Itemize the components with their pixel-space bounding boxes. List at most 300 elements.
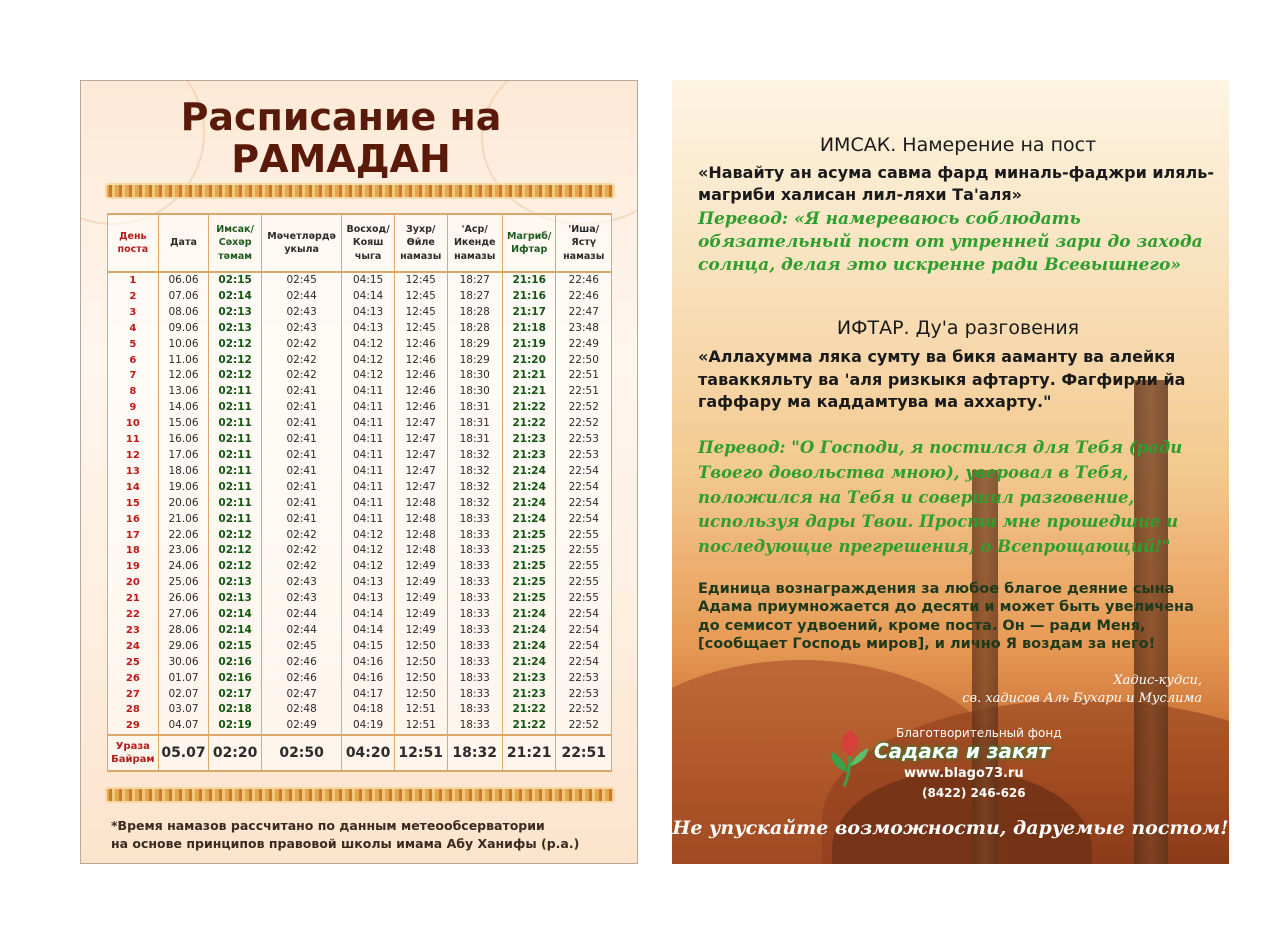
table-cell: 22:53 — [556, 671, 612, 687]
table-cell: 30.06 — [158, 655, 209, 671]
table-cell: 21:24 — [502, 464, 556, 480]
table-cell: 02:43 — [261, 575, 341, 591]
table-cell: 18:33 — [447, 559, 502, 575]
table-cell: 04:13 — [342, 575, 395, 591]
table-cell: 02:17 — [209, 687, 262, 703]
table-cell: 18:31 — [447, 416, 502, 432]
table-cell: 04:11 — [342, 496, 395, 512]
table-cell: 02:41 — [261, 400, 341, 416]
table-cell: 02:18 — [209, 702, 262, 718]
table-cell: 08.06 — [158, 305, 209, 321]
table-cell: 02:11 — [209, 384, 262, 400]
table-cell: 18:32 — [447, 480, 502, 496]
table-cell: 18:31 — [447, 432, 502, 448]
table-cell: 02:41 — [261, 480, 341, 496]
table-cell: 22.06 — [158, 528, 209, 544]
table-cell: 07.06 — [158, 289, 209, 305]
phone-number: (8422) 246-626 — [922, 786, 1026, 800]
table-cell: 04:11 — [342, 480, 395, 496]
day-number-cell: 4 — [108, 321, 159, 337]
table-row — [108, 543, 612, 559]
table-cell: 12:45 — [394, 321, 447, 337]
table-body — [108, 272, 612, 735]
table-cell: 16.06 — [158, 432, 209, 448]
table-cell: 02:41 — [261, 496, 341, 512]
day-number-cell: 8 — [108, 384, 159, 400]
website-link[interactable]: www.blago73.ru — [904, 766, 1024, 781]
table-cell: 22:50 — [556, 353, 612, 369]
table-cell: 22:51 — [556, 384, 612, 400]
day-number-cell: 27 — [108, 687, 159, 703]
table-cell: 20.06 — [158, 496, 209, 512]
table-cell: 22:55 — [556, 528, 612, 544]
table-row — [108, 655, 612, 671]
day-number-cell: 20 — [108, 575, 159, 591]
table-cell: 02:43 — [261, 591, 341, 607]
table-row — [108, 559, 612, 575]
day-number-cell: 22 — [108, 607, 159, 623]
table-cell: 22:55 — [556, 559, 612, 575]
table-row — [108, 480, 612, 496]
table-cell: 12:47 — [394, 464, 447, 480]
ornamental-band-bottom — [105, 787, 615, 803]
day-number-cell: 12 — [108, 448, 159, 464]
table-cell: 21:24 — [502, 639, 556, 655]
table-cell: 02:14 — [209, 623, 262, 639]
table-cell: 12:46 — [394, 353, 447, 369]
table-row — [108, 575, 612, 591]
table-cell: 04:12 — [342, 368, 395, 384]
table-cell: 22:54 — [556, 496, 612, 512]
table-cell: 24.06 — [158, 559, 209, 575]
table-cell: 21:22 — [502, 400, 556, 416]
table-cell: 27.06 — [158, 607, 209, 623]
table-cell: 04:14 — [342, 289, 395, 305]
tulip-logo-icon — [826, 726, 874, 788]
day-number-cell: 28 — [108, 702, 159, 718]
source-line1: Хадис-кудси, — [1113, 673, 1202, 688]
table-cell: 02:14 — [209, 607, 262, 623]
day-number-cell: 7 — [108, 368, 159, 384]
footer-cell: 18:32 — [447, 735, 502, 771]
table-cell: 04:12 — [342, 353, 395, 369]
table-cell: 18:33 — [447, 607, 502, 623]
table-cell: 18:33 — [447, 591, 502, 607]
footnote-line1: *Время намазов рассчитано по данным метеообсерватории — [111, 818, 545, 833]
schedule-title-line2: РАМАДАН — [231, 137, 451, 181]
table-cell: 02:46 — [261, 671, 341, 687]
table-cell: 18:32 — [447, 496, 502, 512]
table-cell: 12:45 — [394, 289, 447, 305]
table-footer-row — [108, 735, 612, 771]
table-cell: 21:18 — [502, 321, 556, 337]
table-cell: 22:53 — [556, 687, 612, 703]
day-number-cell: 16 — [108, 512, 159, 528]
table-cell: 04:14 — [342, 607, 395, 623]
table-cell: 02:42 — [261, 368, 341, 384]
table-cell: 12:51 — [394, 702, 447, 718]
table-cell: 02:41 — [261, 432, 341, 448]
table-cell: 02:12 — [209, 543, 262, 559]
bottom-slogan: Не упускайте возможности, даруемые постом! — [672, 817, 1229, 839]
table-cell: 21:16 — [502, 289, 556, 305]
table-cell: 29.06 — [158, 639, 209, 655]
table-cell: 02:42 — [261, 353, 341, 369]
table-cell: 02:11 — [209, 448, 262, 464]
table-row — [108, 432, 612, 448]
table-cell: 02:43 — [261, 305, 341, 321]
table-cell: 02:42 — [261, 543, 341, 559]
table-row — [108, 321, 612, 337]
table-cell: 04:13 — [342, 321, 395, 337]
table-cell: 25.06 — [158, 575, 209, 591]
table-cell: 21:22 — [502, 718, 556, 735]
table-cell: 02:11 — [209, 400, 262, 416]
table-cell: 21:21 — [502, 368, 556, 384]
table-cell: 12:47 — [394, 480, 447, 496]
table-cell: 02:42 — [261, 337, 341, 353]
table-cell: 18:33 — [447, 655, 502, 671]
table-cell: 12:46 — [394, 384, 447, 400]
table-cell: 18:33 — [447, 687, 502, 703]
table-cell: 15.06 — [158, 416, 209, 432]
table-row — [108, 289, 612, 305]
table-row — [108, 337, 612, 353]
footer-label: Ураза Байрам — [108, 735, 159, 771]
table-cell: 02.07 — [158, 687, 209, 703]
table-cell: 04:16 — [342, 655, 395, 671]
table-cell: 04:12 — [342, 528, 395, 544]
table-cell: 02:13 — [209, 305, 262, 321]
table-cell: 12:50 — [394, 639, 447, 655]
table-cell: 12.06 — [158, 368, 209, 384]
table-cell: 04:11 — [342, 432, 395, 448]
table-cell: 21:21 — [502, 384, 556, 400]
table-cell: 22:47 — [556, 305, 612, 321]
table-cell: 12:47 — [394, 448, 447, 464]
day-number-cell: 13 — [108, 464, 159, 480]
logo-foundation-label: Благотворительный фонд — [896, 726, 1062, 740]
footer-cell: 21:21 — [502, 735, 556, 771]
day-number-cell: 18 — [108, 543, 159, 559]
header-isha: 'Иша/ Ястү намазы — [556, 214, 612, 272]
footer-cell: 04:20 — [342, 735, 395, 771]
table-cell: 12:50 — [394, 671, 447, 687]
table-cell: 12:51 — [394, 718, 447, 735]
day-number-cell: 6 — [108, 353, 159, 369]
schedule-panel — [80, 80, 638, 864]
hadith-source — [698, 672, 1202, 708]
table-cell: 02:44 — [261, 623, 341, 639]
table-cell: 02:43 — [261, 321, 341, 337]
table-cell: 18:33 — [447, 671, 502, 687]
day-number-cell: 5 — [108, 337, 159, 353]
table-cell: 18:30 — [447, 384, 502, 400]
table-cell: 18:31 — [447, 400, 502, 416]
table-row — [108, 591, 612, 607]
table-cell: 02:41 — [261, 512, 341, 528]
table-cell: 10.06 — [158, 337, 209, 353]
day-number-cell: 10 — [108, 416, 159, 432]
table-cell: 12:46 — [394, 337, 447, 353]
table-cell: 22:54 — [556, 623, 612, 639]
table-cell: 02:11 — [209, 496, 262, 512]
table-row — [108, 607, 612, 623]
imsak-translation: Перевод: «Я намереваюсь соблюдать обязательный пост от утренней зари до захода солнца, делая это искренне ради Всевышнего» — [698, 209, 1203, 275]
day-number-cell: 1 — [108, 272, 159, 289]
table-cell: 18:32 — [447, 448, 502, 464]
table-cell: 12:48 — [394, 512, 447, 528]
table-cell: 04:15 — [342, 272, 395, 289]
table-cell: 21:24 — [502, 512, 556, 528]
header-imsak: Имсак/ Сәхәр тәмам — [209, 214, 262, 272]
table-cell: 12:49 — [394, 591, 447, 607]
footer-cell: 22:51 — [556, 735, 612, 771]
table-cell: 18:33 — [447, 512, 502, 528]
table-cell: 23.06 — [158, 543, 209, 559]
table-cell: 02:47 — [261, 687, 341, 703]
table-cell: 22:51 — [556, 368, 612, 384]
table-cell: 04:13 — [342, 591, 395, 607]
table-row — [108, 384, 612, 400]
table-cell: 21:24 — [502, 496, 556, 512]
table-cell: 21:22 — [502, 702, 556, 718]
table-cell: 02:16 — [209, 655, 262, 671]
table-cell: 18:33 — [447, 702, 502, 718]
table-cell: 02:11 — [209, 416, 262, 432]
footer-cell: 02:50 — [261, 735, 341, 771]
table-cell: 11.06 — [158, 353, 209, 369]
table-cell: 18:28 — [447, 321, 502, 337]
header-sunrise: Восход/ Кояш чыга — [342, 214, 395, 272]
table-cell: 04:12 — [342, 559, 395, 575]
table-cell: 04:15 — [342, 639, 395, 655]
table-cell: 17.06 — [158, 448, 209, 464]
table-cell: 22:54 — [556, 480, 612, 496]
schedule-title-line1: Расписание на — [180, 95, 502, 139]
table-cell: 02:16 — [209, 671, 262, 687]
table-cell: 21:23 — [502, 432, 556, 448]
table-cell: 21:22 — [502, 416, 556, 432]
imsak-heading: ИМСАК. Намерение на пост — [819, 134, 1097, 156]
table-cell: 06.06 — [158, 272, 209, 289]
table-cell: 02:45 — [261, 272, 341, 289]
table-cell: 02:15 — [209, 272, 262, 289]
table-cell: 04:18 — [342, 702, 395, 718]
header-asr: 'Аср/ Икенде намазы — [447, 214, 502, 272]
table-row — [108, 448, 612, 464]
table-cell: 23:48 — [556, 321, 612, 337]
table-row — [108, 305, 612, 321]
table-cell: 04:13 — [342, 305, 395, 321]
imsak-intention-text: «Навайту ан асума савма фард миналь-фаджри иляль-магриби халисан лил-ляхи Та'аля» — [698, 163, 1215, 205]
table-cell: 04:11 — [342, 512, 395, 528]
table-cell: 12:46 — [394, 400, 447, 416]
header-day: День поста — [108, 214, 159, 272]
source-line2: св. хадисов Аль Бухари и Муслима — [962, 691, 1202, 707]
table-cell: 18:33 — [447, 575, 502, 591]
table-cell: 02:12 — [209, 353, 262, 369]
table-cell: 02:41 — [261, 464, 341, 480]
day-number-cell: 3 — [108, 305, 159, 321]
table-cell: 12:48 — [394, 528, 447, 544]
table-row — [108, 623, 612, 639]
table-cell: 12:49 — [394, 607, 447, 623]
table-cell: 22:52 — [556, 718, 612, 735]
day-number-cell: 9 — [108, 400, 159, 416]
table-cell: 21.06 — [158, 512, 209, 528]
table-cell: 04:11 — [342, 416, 395, 432]
table-cell: 04:11 — [342, 464, 395, 480]
table-cell: 02:11 — [209, 480, 262, 496]
table-cell: 21:25 — [502, 575, 556, 591]
table-cell: 22:54 — [556, 639, 612, 655]
table-row — [108, 272, 612, 289]
header-date: Дата — [158, 214, 209, 272]
iftar-translation: Перевод: "О Господи, я постился для Тебя (ради Твоего довольства мною), уверовал в Тебя, положился на Тебя и совершил разговение, используя дары Твои. Прости мне прошедшие и последующие прегрешения, о Всепрощающий!" — [698, 438, 1183, 556]
table-cell: 03.07 — [158, 702, 209, 718]
table-cell: 18:33 — [447, 718, 502, 735]
schedule-footnote — [111, 817, 611, 853]
table-cell: 18:33 — [447, 623, 502, 639]
table-cell: 12:47 — [394, 416, 447, 432]
table-cell: 04:17 — [342, 687, 395, 703]
day-number-cell: 15 — [108, 496, 159, 512]
table-row — [108, 496, 612, 512]
table-cell: 02:14 — [209, 289, 262, 305]
table-cell: 21:25 — [502, 559, 556, 575]
table-cell: 19.06 — [158, 480, 209, 496]
table-cell: 22:53 — [556, 448, 612, 464]
table-row — [108, 512, 612, 528]
table-cell: 04:11 — [342, 448, 395, 464]
table-cell: 22:49 — [556, 337, 612, 353]
table-cell: 04:14 — [342, 623, 395, 639]
table-cell: 21:24 — [502, 607, 556, 623]
table-cell: 04:12 — [342, 337, 395, 353]
table-cell: 21:19 — [502, 337, 556, 353]
table-cell: 02:12 — [209, 368, 262, 384]
table-cell: 18:33 — [447, 639, 502, 655]
day-number-cell: 2 — [108, 289, 159, 305]
day-number-cell: 29 — [108, 718, 159, 735]
header-mosque: Мәчетләрдә укыла — [261, 214, 341, 272]
table-cell: 18:29 — [447, 337, 502, 353]
table-header-row — [108, 214, 612, 272]
table-cell: 12:48 — [394, 496, 447, 512]
iftar-dua-text: «Аллахумма ляка сумту ва бикя ааманту ва алейкя таваккяльту ва 'аля ризкыкя афтарту. Фагфирли йа гаффару ма каддамтува ма аххарту." — [698, 347, 1186, 412]
table-row — [108, 400, 612, 416]
table-cell: 21:23 — [502, 448, 556, 464]
table-cell: 02:42 — [261, 528, 341, 544]
table-cell: 22:55 — [556, 543, 612, 559]
table-cell: 12:45 — [394, 305, 447, 321]
table-cell: 02:15 — [209, 639, 262, 655]
day-number-cell: 19 — [108, 559, 159, 575]
iftar-heading: ИФТАР. Ду'а разговения — [836, 317, 1080, 339]
table-cell: 18:33 — [447, 543, 502, 559]
table-cell: 14.06 — [158, 400, 209, 416]
dua-panel — [672, 80, 1229, 864]
table-row — [108, 718, 612, 735]
table-cell: 18:29 — [447, 353, 502, 369]
table-cell: 02:48 — [261, 702, 341, 718]
table-cell: 21:25 — [502, 591, 556, 607]
table-cell: 02:49 — [261, 718, 341, 735]
table-cell: 21:23 — [502, 671, 556, 687]
table-cell: 04:12 — [342, 543, 395, 559]
table-cell: 12:50 — [394, 655, 447, 671]
table-cell: 02:45 — [261, 639, 341, 655]
table-row — [108, 702, 612, 718]
table-cell: 02:12 — [209, 528, 262, 544]
table-cell: 22:52 — [556, 702, 612, 718]
table-cell: 22:54 — [556, 512, 612, 528]
table-cell: 18.06 — [158, 464, 209, 480]
table-cell: 12:45 — [394, 272, 447, 289]
table-row — [108, 416, 612, 432]
table-cell: 21:16 — [502, 272, 556, 289]
table-cell: 02:41 — [261, 416, 341, 432]
table-cell: 18:30 — [447, 368, 502, 384]
table-cell: 02:41 — [261, 384, 341, 400]
table-cell: 21:25 — [502, 543, 556, 559]
table-cell: 18:28 — [447, 305, 502, 321]
table-cell: 22:55 — [556, 575, 612, 591]
header-maghrib: Магриб/ Ифтар — [502, 214, 556, 272]
day-number-cell: 21 — [108, 591, 159, 607]
table-cell: 02:12 — [209, 337, 262, 353]
table-cell: 22:52 — [556, 416, 612, 432]
table-cell: 02:41 — [261, 448, 341, 464]
day-number-cell: 11 — [108, 432, 159, 448]
footer-cell: 12:51 — [394, 735, 447, 771]
table-cell: 26.06 — [158, 591, 209, 607]
table-cell: 18:27 — [447, 272, 502, 289]
table-cell: 12:49 — [394, 623, 447, 639]
table-cell: 02:19 — [209, 718, 262, 735]
table-cell: 18:27 — [447, 289, 502, 305]
table-cell: 02:11 — [209, 512, 262, 528]
table-cell: 02:44 — [261, 607, 341, 623]
table-cell: 12:47 — [394, 432, 447, 448]
table-cell: 02:12 — [209, 559, 262, 575]
table-cell: 22:54 — [556, 607, 612, 623]
ornamental-band-top — [105, 183, 615, 199]
table-cell: 12:49 — [394, 559, 447, 575]
table-row — [108, 353, 612, 369]
table-cell: 02:46 — [261, 655, 341, 671]
table-cell: 13.06 — [158, 384, 209, 400]
day-number-cell: 17 — [108, 528, 159, 544]
table-cell: 12:46 — [394, 368, 447, 384]
table-cell: 02:42 — [261, 559, 341, 575]
table-row — [108, 464, 612, 480]
table-cell: 02:13 — [209, 575, 262, 591]
table-cell: 04:19 — [342, 718, 395, 735]
day-number-cell: 14 — [108, 480, 159, 496]
table-cell: 02:13 — [209, 591, 262, 607]
table-row — [108, 368, 612, 384]
table-cell: 21:24 — [502, 480, 556, 496]
reward-hadith-text: Единица вознаграждения за любое благое деяние сына Адама приумножается до десяти и может быть увеличена до семисот удвоений, кроме поста. Он — ради Меня, [сообщает Господь миров], и лично Я воздам за него! — [698, 581, 1194, 653]
logo-name: Садака и закят — [874, 739, 1050, 763]
day-number-cell: 25 — [108, 655, 159, 671]
day-number-cell: 24 — [108, 639, 159, 655]
table-cell: 22:54 — [556, 655, 612, 671]
footer-cell: 02:20 — [209, 735, 262, 771]
table-cell: 18:33 — [447, 528, 502, 544]
